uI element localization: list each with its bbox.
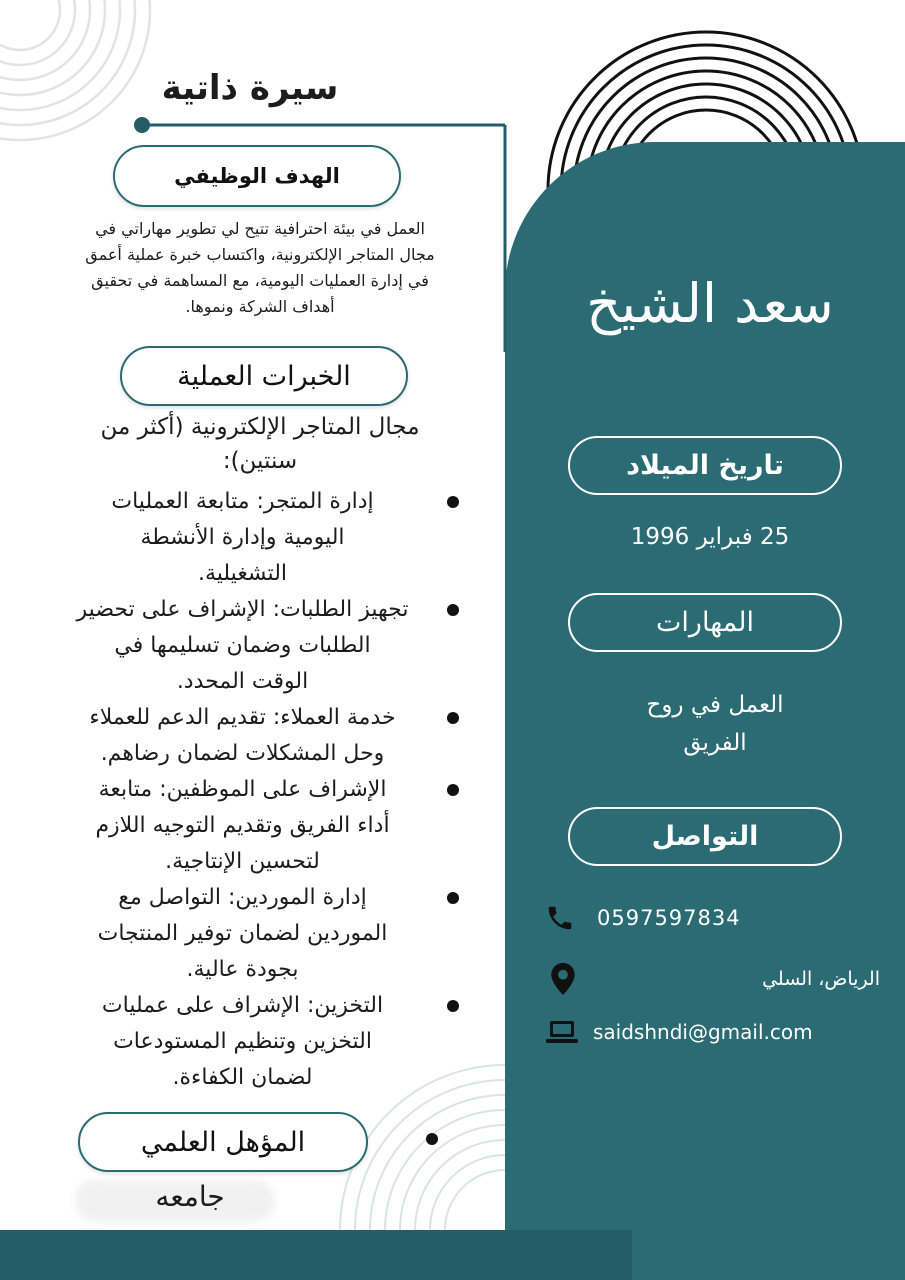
contact-location-row	[550, 963, 576, 995]
list-item-line: الموردين لضمان توفير المنتجات	[97, 921, 388, 946]
email-link[interactable]: saidshndi@gmail.com	[593, 1020, 813, 1044]
location-text: الرياض، السلي	[762, 968, 880, 990]
experience-list	[40, 484, 465, 1096]
list-item-line: الطلبات وضمان تسليمها في	[114, 633, 371, 658]
laptop-icon	[545, 1018, 579, 1046]
skills-heading: المهارات	[568, 593, 842, 652]
phone-icon	[545, 903, 575, 933]
list-item-line: إدارة الموردين: التواصل مع	[118, 885, 367, 910]
skills-value	[610, 686, 820, 762]
list-item-line: التخزين وتنظيم المستودعات	[113, 1029, 372, 1054]
list-item	[40, 484, 465, 592]
footer-bar	[0, 1230, 632, 1280]
person-name: سعد الشيخ	[586, 272, 834, 335]
education-value: جامعه	[155, 1180, 225, 1213]
list-item	[40, 700, 465, 772]
experience-intro	[60, 410, 460, 478]
page-title: سيرة ذاتية	[161, 68, 339, 108]
bullet-icon	[447, 496, 459, 508]
objective-line: أهداف الشركة ونموها.	[185, 297, 335, 316]
list-item-line: بجودة عالية.	[186, 957, 299, 982]
experience-intro-line: مجال المتاجر الإلكترونية (أكثر من	[100, 414, 420, 440]
list-item-line: وحل المشكلات لضمان رضاهم.	[100, 741, 385, 766]
contact-email-row	[545, 1018, 813, 1046]
bullet-icon	[426, 1133, 438, 1145]
phone-number[interactable]: 0597597834	[597, 906, 741, 930]
objective-line: مجال المتاجر الإلكترونية، واكتساب خبرة عملية أعمق	[85, 245, 435, 264]
list-item-line: اليومية وإدارة الأنشطة	[140, 525, 345, 550]
objective-text	[40, 216, 480, 320]
bullet-icon	[447, 712, 459, 724]
bullet-icon	[447, 604, 459, 616]
list-item	[40, 988, 465, 1096]
list-item	[40, 880, 465, 988]
list-item-line: لتحسين الإنتاجية.	[165, 849, 320, 874]
objective-heading: الهدف الوظيفي	[113, 145, 401, 207]
birth-value: 25 فبراير 1996	[630, 524, 790, 550]
list-item	[40, 772, 465, 880]
experience-intro-line: سنتين):	[222, 448, 298, 474]
objective-line: في إدارة العمليات اليومية، مع المساهمة في تحقيق	[91, 271, 429, 290]
contact-heading: التواصل	[568, 807, 842, 866]
objective-line: العمل في بيئة احترافية تتيح لي تطوير مهاراتي في	[95, 219, 425, 238]
bullet-icon	[447, 1000, 459, 1012]
list-item-line: خدمة العملاء: تقديم الدعم للعملاء	[89, 705, 396, 730]
list-item	[40, 592, 465, 700]
birth-heading: تاريخ الميلاد	[568, 436, 842, 495]
skills-line: الفريق	[683, 730, 747, 756]
experience-heading: الخبرات العملية	[120, 346, 408, 406]
list-item-line: الوقت المحدد.	[176, 669, 309, 694]
list-item-line: تجهيز الطلبات: الإشراف على تحضير	[76, 597, 409, 622]
list-item-line: لضمان الكفاءة.	[172, 1065, 313, 1090]
skills-line: العمل في روح	[646, 692, 784, 718]
bullet-icon	[447, 892, 459, 904]
list-item-line: الإشراف على الموظفين: متابعة	[98, 777, 387, 802]
list-item-line: إدارة المتجر: متابعة العمليات	[111, 489, 374, 514]
list-item-line: التشغيلية.	[197, 561, 288, 586]
list-item-line: أداء الفريق وتقديم التوجيه اللازم	[95, 813, 390, 838]
location-pin-icon	[550, 963, 576, 995]
bullet-icon	[447, 784, 459, 796]
education-heading: المؤهل العلمي	[78, 1112, 368, 1172]
list-item-line: التخزين: الإشراف على عمليات	[101, 993, 384, 1018]
contact-phone-row	[545, 903, 741, 933]
